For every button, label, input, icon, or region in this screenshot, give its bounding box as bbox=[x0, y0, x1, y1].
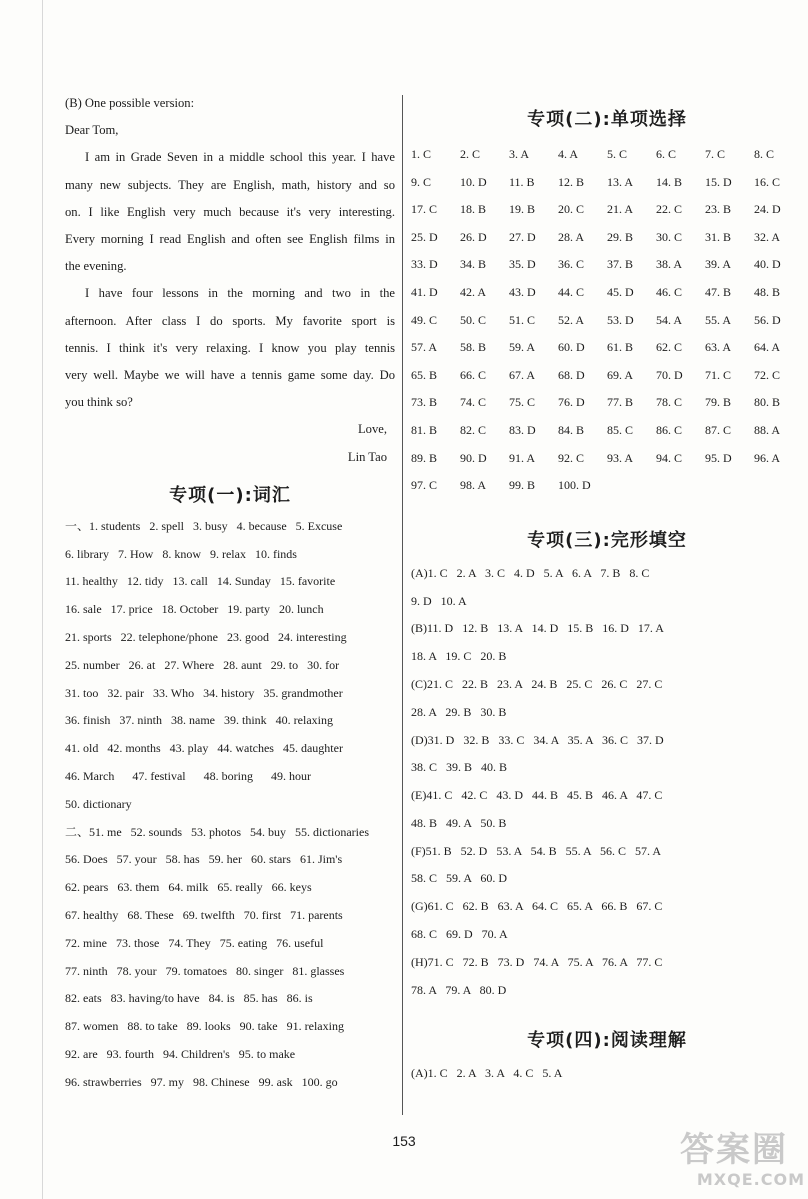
answer-item: 12. B bbox=[558, 174, 585, 189]
letter-line: many new subjects. They are English, math, history and so bbox=[65, 177, 395, 192]
answer-item: 65. B bbox=[411, 367, 438, 382]
answer-item: 81. B bbox=[411, 422, 438, 437]
answer-item: 16. C bbox=[754, 174, 781, 189]
answer-line: 25. number 26. at 27. Where 28. aunt 29. to 30. for bbox=[65, 657, 340, 672]
answer-item: 75. C bbox=[509, 395, 536, 410]
watermark-logo bbox=[680, 1130, 805, 1192]
answer-item: 67. A bbox=[509, 367, 536, 382]
answer-line: (A)1. C 2. A 3. A 4. C 5. A bbox=[411, 1066, 563, 1081]
answer-item: 85. C bbox=[607, 422, 634, 437]
answer-line: 77. ninth 78. your 79. tomatoes 80. singer 81. glasses bbox=[65, 963, 345, 978]
letter-line: on. I like English very much because it's very interesting. bbox=[65, 204, 395, 219]
answer-line: 82. eats 83. having/to have 84. is 85. has 86. is bbox=[65, 991, 313, 1006]
answer-line: (C)21. C 22. B 23. A 24. B 25. C 26. C 27. C bbox=[411, 676, 663, 691]
answer-item: 91. A bbox=[509, 450, 536, 465]
answer-item: 61. B bbox=[607, 340, 634, 355]
answer-item: 6. C bbox=[656, 147, 677, 161]
answer-line: 31. too 32. pair 33. Who 34. history 35. grandmother bbox=[65, 685, 343, 700]
answer-line: 18. A 19. C 20. B bbox=[411, 649, 507, 664]
letter-line: afternoon. After class I do sports. My favorite sport is bbox=[65, 313, 395, 328]
answer-item: 96. A bbox=[754, 450, 781, 465]
answer-line: 58. C 59. A 60. D bbox=[411, 871, 508, 886]
answer-item: 76. D bbox=[558, 395, 585, 410]
answer-item: 66. C bbox=[460, 367, 487, 382]
answer-item: 71. C bbox=[705, 367, 732, 382]
answer-item: 63. A bbox=[705, 340, 732, 355]
answer-item: 88. A bbox=[754, 422, 781, 437]
page-number: 153 bbox=[392, 1133, 416, 1149]
answer-line: 9. D 10. A bbox=[411, 593, 467, 608]
answer-item: 37. B bbox=[607, 257, 634, 272]
letter-line: very well. Maybe we will have a tennis game some day. Do bbox=[65, 368, 395, 383]
letter-greeting: Dear Tom, bbox=[65, 123, 119, 138]
watermark-text: 答案圈 bbox=[680, 1130, 788, 1170]
answer-line: (H)71. C 72. B 73. D 74. A 75. A 76. A 77. C bbox=[411, 954, 663, 969]
answer-item: 70. D bbox=[656, 367, 683, 382]
letter-line: tennis. I think it's very relaxing. I know you play tennis bbox=[65, 340, 395, 355]
answer-item: 89. B bbox=[411, 450, 438, 465]
answer-item: 20. C bbox=[558, 202, 585, 217]
answer-item: 34. B bbox=[460, 257, 487, 272]
answer-item: 43. D bbox=[509, 284, 536, 299]
answer-item: 80. B bbox=[754, 395, 781, 410]
answer-item: 31. B bbox=[705, 229, 732, 244]
answer-line: 87. women 88. to take 89. looks 90. take 91. relaxing bbox=[65, 1019, 344, 1034]
watermark-url: MXQE.COM bbox=[696, 1170, 805, 1189]
answer-line: 67. healthy 68. These 69. twelfth 70. first 71. parents bbox=[65, 908, 343, 922]
answer-item: 69. A bbox=[607, 367, 634, 382]
answer-item: 28. A bbox=[558, 229, 585, 244]
answer-item: 57. A bbox=[411, 340, 438, 355]
letter-line: Every morning I read English and often see English films in bbox=[65, 232, 395, 247]
answer-item: 64. A bbox=[754, 340, 781, 355]
answer-item: 47. B bbox=[705, 284, 732, 299]
answer-line: 96. strawberries 97. my 98. Chinese 99. ask 100. go bbox=[65, 1074, 338, 1089]
answer-item: 59. A bbox=[509, 340, 536, 355]
answer-line: (A)1. C 2. A 3. C 4. D 5. A 6. A 7. B 8. C bbox=[411, 565, 650, 580]
answer-line: (E)41. C 42. C 43. D 44. B 45. B 46. A 47. C bbox=[411, 788, 663, 803]
answer-line: 41. old 42. months 43. play 44. watches 45. daughter bbox=[65, 741, 343, 756]
answer-item: 25. D bbox=[411, 229, 438, 244]
letter-line: the evening. bbox=[65, 259, 127, 274]
answer-line: (D)31. D 32. B 33. C 34. A 35. A 36. C 37. D bbox=[411, 732, 664, 747]
answer-item: 32. A bbox=[754, 229, 781, 244]
answer-item: 2. C bbox=[460, 147, 481, 161]
answer-item: 38. A bbox=[656, 257, 683, 272]
answer-item: 77. B bbox=[607, 395, 634, 410]
answer-item: 48. B bbox=[754, 284, 781, 299]
answer-item: 27. D bbox=[509, 229, 536, 244]
answer-item: 54. A bbox=[656, 312, 683, 327]
answer-item: 3. A bbox=[509, 147, 530, 161]
answer-item: 29. B bbox=[607, 229, 634, 244]
section-4-title: 专项(四):阅读理解 bbox=[527, 1030, 687, 1052]
answer-item: 11. B bbox=[509, 174, 535, 189]
answer-item: 15. D bbox=[705, 174, 732, 189]
left-column bbox=[65, 90, 395, 1097]
page-binding-edge bbox=[42, 0, 43, 1199]
answer-item: 49. C bbox=[411, 312, 438, 327]
answer-item: 41. D bbox=[411, 284, 438, 299]
answer-item: 83. D bbox=[509, 422, 536, 437]
answer-item: 86. C bbox=[656, 422, 683, 437]
answer-line: 38. C 39. B 40. B bbox=[411, 760, 508, 775]
answer-item: 98. A bbox=[460, 478, 487, 493]
section-1-title: 专项(一):词汇 bbox=[169, 484, 291, 506]
answer-line: (B)11. D 12. B 13. A 14. D 15. B 16. D 17. A bbox=[411, 621, 664, 636]
answer-item: 52. A bbox=[558, 312, 585, 327]
letter-signature: Lin Tao bbox=[347, 449, 387, 464]
answer-item: 68. D bbox=[558, 367, 585, 382]
answer-item: 1. C bbox=[411, 147, 432, 161]
answer-item: 87. C bbox=[705, 422, 732, 437]
answer-item: 5. C bbox=[607, 147, 628, 161]
answer-item: 92. C bbox=[558, 450, 585, 465]
answer-item: 36. C bbox=[558, 257, 585, 272]
answer-item: 7. C bbox=[705, 147, 726, 161]
letter-paragraph-1 bbox=[65, 144, 395, 280]
answer-item: 58. B bbox=[460, 340, 487, 355]
answer-item: 21. A bbox=[607, 202, 634, 217]
answer-item: 35. D bbox=[509, 257, 536, 272]
letter-closing: Love, bbox=[357, 422, 387, 437]
letter-line: I have four lessons in the morning and two in the bbox=[85, 286, 395, 301]
column-divider bbox=[402, 95, 403, 1115]
letter-line: you think so? bbox=[65, 395, 133, 410]
answer-item: 45. D bbox=[607, 284, 634, 299]
answer-item: 26. D bbox=[460, 229, 487, 244]
answer-item: 8. C bbox=[754, 147, 775, 161]
answer-item: 55. A bbox=[705, 312, 732, 327]
answer-item: 53. D bbox=[607, 312, 634, 327]
answer-item: 72. C bbox=[754, 367, 781, 382]
answer-item: 90. D bbox=[460, 450, 487, 465]
section-2-answers bbox=[411, 141, 803, 500]
letter-intro: (B) One possible version: bbox=[65, 96, 195, 110]
answer-item: 84. B bbox=[558, 422, 585, 437]
answer-item: 94. C bbox=[656, 450, 683, 465]
answer-item: 40. D bbox=[754, 257, 781, 272]
answer-item: 93. A bbox=[607, 450, 634, 465]
answer-item: 73. B bbox=[411, 395, 438, 410]
answer-line: 28. A 29. B 30. B bbox=[411, 704, 507, 719]
answer-item: 39. A bbox=[705, 257, 732, 272]
answer-item: 19. B bbox=[509, 202, 536, 217]
answer-line: 一、1. students 2. spell 3. busy 4. because 5. Excuse bbox=[65, 518, 343, 533]
answer-item: 60. D bbox=[558, 340, 585, 355]
answer-line: 二、51. me 52. sounds 53. photos 54. buy 55. dictionaries bbox=[65, 824, 369, 839]
answer-item: 30. C bbox=[656, 229, 683, 244]
section-4-answers bbox=[411, 1060, 803, 1088]
answer-item: 50. C bbox=[460, 312, 487, 327]
answer-line: 16. sale 17. price 18. October 19. party 20. lunch bbox=[65, 602, 324, 617]
answer-line: 46. March 47. festival 48. boring 49. hour bbox=[65, 769, 311, 784]
answer-item: 79. B bbox=[705, 395, 732, 410]
answer-item: 56. D bbox=[754, 312, 781, 327]
answer-item: 44. C bbox=[558, 284, 585, 299]
answer-item: 4. A bbox=[558, 147, 579, 161]
answer-item: 46. C bbox=[656, 284, 683, 299]
answer-line: 21. sports 22. telephone/phone 23. good 24. interesting bbox=[65, 630, 347, 645]
answer-item: 13. A bbox=[607, 174, 634, 189]
answer-item: 95. D bbox=[705, 450, 732, 465]
answer-line: (F)51. B 52. D 53. A 54. B 55. A 56. C 57. A bbox=[411, 843, 662, 858]
letter-line: I am in Grade Seven in a middle school this year. I have bbox=[85, 150, 395, 165]
answer-item: 33. D bbox=[411, 257, 438, 272]
section-3-title: 专项(三):完形填空 bbox=[527, 529, 687, 551]
answer-item: 9. C bbox=[411, 174, 432, 189]
section-1-answers bbox=[65, 513, 395, 1097]
section-2-title: 专项(二):单项选择 bbox=[527, 109, 687, 130]
answer-item: 22. C bbox=[656, 202, 683, 217]
answer-item: 78. C bbox=[656, 395, 683, 410]
right-column bbox=[411, 105, 803, 1088]
answer-line: 92. are 93. fourth 94. Children's 95. to make bbox=[65, 1046, 296, 1061]
answer-item: 24. D bbox=[754, 202, 781, 217]
answer-line: 68. C 69. D 70. A bbox=[411, 927, 508, 942]
letter-paragraph-2 bbox=[65, 280, 395, 416]
answer-line: 36. finish 37. ninth 38. name 39. think 40. relaxing bbox=[65, 713, 333, 728]
answer-item: 62. C bbox=[656, 340, 683, 355]
model-letter bbox=[65, 90, 395, 471]
answer-item: 14. B bbox=[656, 174, 683, 189]
answer-item: 74. C bbox=[460, 395, 487, 410]
answer-line: 6. library 7. How 8. know 9. relax 10. finds bbox=[65, 546, 297, 561]
answer-line: 62. pears 63. them 64. milk 65. really 66. keys bbox=[65, 880, 312, 895]
answer-item: 10. D bbox=[460, 174, 487, 189]
section-3-answers bbox=[411, 560, 803, 1005]
answer-item: 100. D bbox=[558, 478, 591, 493]
answer-item: 99. B bbox=[509, 478, 536, 493]
answer-item: 97. C bbox=[411, 478, 438, 493]
answer-line: (G)61. C 62. B 63. A 64. C 65. A 66. B 67. C bbox=[411, 899, 663, 914]
answer-item: 17. C bbox=[411, 202, 438, 217]
answer-item: 42. A bbox=[460, 284, 487, 299]
answer-line: 78. A 79. A 80. D bbox=[411, 982, 507, 997]
answer-line: 11. healthy 12. tidy 13. call 14. Sunday 15. favorite bbox=[65, 574, 336, 589]
answer-item: 82. C bbox=[460, 422, 487, 437]
answer-line: 72. mine 73. those 74. They 75. eating 76. useful bbox=[65, 935, 324, 950]
answer-line: 48. B 49. A 50. B bbox=[411, 815, 507, 830]
answer-item: 23. B bbox=[705, 202, 732, 217]
answer-item: 18. B bbox=[460, 202, 487, 217]
answer-item: 51. C bbox=[509, 312, 536, 327]
answer-line: 56. Does 57. your 58. has 59. her 60. stars 61. Jim's bbox=[65, 852, 343, 867]
answer-line: 50. dictionary bbox=[65, 796, 132, 811]
